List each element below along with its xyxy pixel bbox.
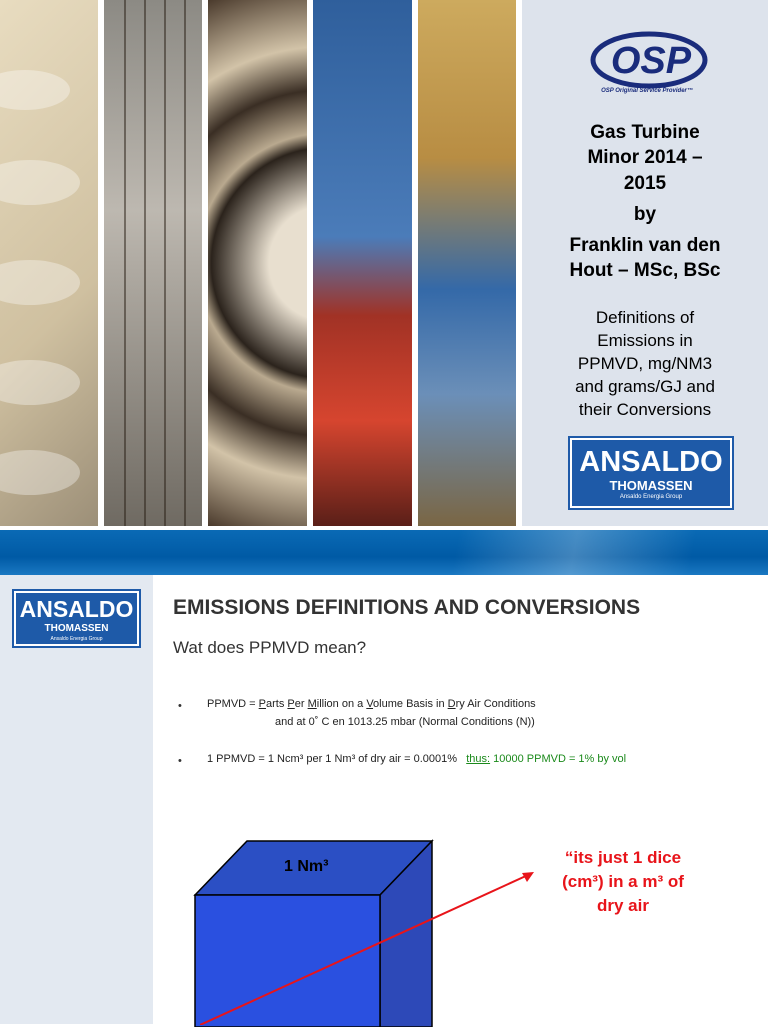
title-panel [522, 0, 768, 526]
definitions-slide [0, 575, 768, 1024]
rotor-photo [104, 0, 202, 526]
ppmvd-conversion: 1 PPMVD = 1 Ncm³ per 1 Nm³ of dry air = 0.0001% thus: 10000 PPMVD = 1% by vol [207, 753, 627, 765]
power-plant-photo [313, 0, 412, 526]
bullet-dot: • [178, 700, 182, 712]
turbine-blades-photo [0, 0, 98, 526]
cube-label: 1 Nm³ [284, 858, 329, 875]
slide-heading: EMISSIONS DEFINITIONS AND CONVERSIONS [173, 596, 641, 619]
compressor-disc-photo [208, 0, 307, 526]
svg-text:OSP: OSP [610, 40, 692, 82]
blue-divider-bar [0, 530, 768, 575]
dice-quote: “its just 1 dice (cm³) in a m³ of dry air [562, 848, 684, 915]
ansaldo-thomassen-logo: ANSALDO THOMASSEN Ansaldo Energia Group [570, 438, 732, 508]
cover-title: Gas Turbine Minor 2014 – 2015 by Franklin van den Hout – MSc, BSc [569, 122, 721, 281]
red-arrow-icon [200, 865, 540, 1025]
ppmvd-definition: PPMVD = Parts Per Million on a Volume Basis in Dry Air Conditions [207, 698, 536, 710]
osp-logo-icon [589, 28, 719, 92]
osp-tagline: OSP Original Service Provider™ [601, 88, 693, 94]
engineer-photo [418, 0, 516, 526]
cover-subtitle: Definitions of Emissions in PPMVD, mg/NM3 and grams/GJ and their Conversions [575, 308, 715, 419]
ansaldo-thomassen-logo-small: ANSALDO THOMASSEN Ansaldo Energia Group [14, 591, 139, 646]
ppmvd-definition-line2: and at 0˚ C en 1013.25 mbar (Normal Conditions (N)) [275, 716, 535, 728]
bullet-dot: • [178, 755, 182, 767]
slide-question: Wat does PPMVD mean? [173, 638, 367, 657]
slide-sidebar [0, 575, 153, 1024]
